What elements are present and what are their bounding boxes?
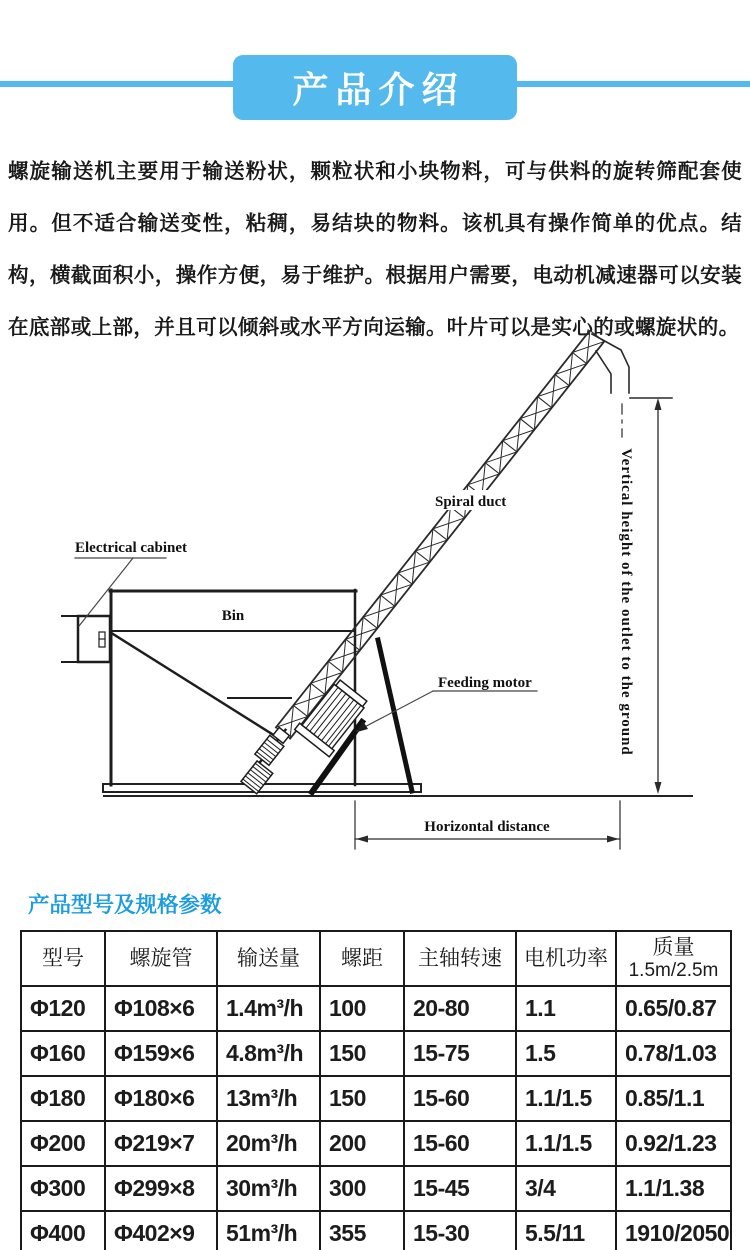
table-cell: 1.1/1.5 — [516, 1076, 616, 1121]
table-cell: 15-75 — [404, 1031, 516, 1076]
table-cell: 1910/2050 — [616, 1211, 731, 1250]
table-cell: Φ120 — [21, 986, 105, 1031]
table-cell: 15-60 — [404, 1121, 516, 1166]
table-cell: 13m³/h — [217, 1076, 320, 1121]
table-cell: 0.92/1.23 — [616, 1121, 731, 1166]
intro-paragraph: 螺旋输送机主要用于输送粉状，颗粒状和小块物料，可与供料的旋转筛配套使用。但不适合输送变性，粘稠，易结块的物料。该机具有操作简单的优点。结构，横截面积小，操作方便，易于维护。根据用户需要，电动机减速器可以安装在底部或上部，并且可以倾斜或水平方向运输。叶片可以是实心的或螺旋状的。 — [8, 160, 742, 339]
specs-section-title: 产品型号及规格参数 — [28, 893, 222, 917]
table-row — [21, 1166, 731, 1211]
table-cell: 0.85/1.1 — [616, 1076, 731, 1121]
table-cell: 355 — [320, 1211, 404, 1250]
feeding-motor-label: Feeding motor — [438, 675, 532, 691]
column-header: 螺旋管 — [105, 931, 217, 986]
table-cell: 15-45 — [404, 1166, 516, 1211]
column-header: 主轴转速 — [404, 931, 516, 986]
column-header: 型号 — [21, 931, 105, 986]
table-cell: 1.1/1.5 — [516, 1121, 616, 1166]
table-cell: Φ300 — [21, 1166, 105, 1211]
table-cell: 1.1 — [516, 986, 616, 1031]
table-cell: Φ402×9 — [105, 1211, 217, 1250]
table-cell: 200 — [320, 1121, 404, 1166]
table-cell: 20m³/h — [217, 1121, 320, 1166]
table-cell: 3/4 — [516, 1166, 616, 1211]
spiral-duct-label: Spiral duct — [435, 494, 507, 510]
table-cell: 51m³/h — [217, 1211, 320, 1250]
table-cell: Φ180×6 — [105, 1076, 217, 1121]
table-cell: 0.65/0.87 — [616, 986, 731, 1031]
table-cell: Φ200 — [21, 1121, 105, 1166]
leader-lines — [75, 558, 537, 731]
table-cell: Φ180 — [21, 1076, 105, 1121]
spec-table — [20, 930, 732, 1250]
column-header: 输送量 — [217, 931, 320, 986]
column-header: 电机功率 — [516, 931, 616, 986]
hopper-lines — [113, 634, 291, 734]
table-cell: Φ400 — [21, 1211, 105, 1250]
banner-title: 产品介绍 — [292, 69, 465, 110]
table-cell: Φ159×6 — [105, 1031, 217, 1076]
table-cell: 150 — [320, 1076, 404, 1121]
section-banner — [233, 55, 517, 120]
column-header: 质量 1.5m/2.5m — [616, 931, 731, 986]
table-row — [21, 1211, 731, 1250]
horizontal-distance-label: Horizontal distance — [424, 819, 550, 835]
table-row — [21, 1076, 731, 1121]
table-cell: Φ219×7 — [105, 1121, 217, 1166]
table-cell: 15-30 — [404, 1211, 516, 1250]
table-cell: 15-60 — [404, 1076, 516, 1121]
table-cell: Φ160 — [21, 1031, 105, 1076]
table-cell: 300 — [320, 1166, 404, 1211]
table-cell: 0.78/1.03 — [616, 1031, 731, 1076]
table-cell: 4.8m³/h — [217, 1031, 320, 1076]
table-cell: 5.5/11 — [516, 1211, 616, 1250]
table-cell: 150 — [320, 1031, 404, 1076]
table-cell: 1.5 — [516, 1031, 616, 1076]
spec-table-header-row — [21, 931, 731, 986]
table-cell: Φ108×6 — [105, 986, 217, 1031]
conveyor-diagram — [0, 330, 750, 875]
table-cell: 100 — [320, 986, 404, 1031]
electrical-cabinet-shape — [62, 616, 110, 662]
table-row — [21, 986, 731, 1031]
table-row — [21, 1121, 731, 1166]
bin-label: Bin — [221, 608, 245, 624]
table-cell: 1.4m³/h — [217, 986, 320, 1031]
vertical-dimension — [655, 398, 662, 794]
table-row — [21, 1031, 731, 1076]
table-cell: 1.1/1.38 — [616, 1166, 731, 1211]
table-cell: 30m³/h — [217, 1166, 320, 1211]
support-leg — [378, 640, 412, 791]
table-cell: Φ299×8 — [105, 1166, 217, 1211]
column-header: 螺距 — [320, 931, 404, 986]
spec-table-body — [21, 986, 731, 1250]
electrical-cabinet-label: Electrical cabinet — [75, 540, 188, 556]
outlet-spout — [592, 334, 672, 437]
vertical-height-label: Vertical height of the outlet to the ground — [618, 448, 634, 756]
table-cell: 20-80 — [404, 986, 516, 1031]
